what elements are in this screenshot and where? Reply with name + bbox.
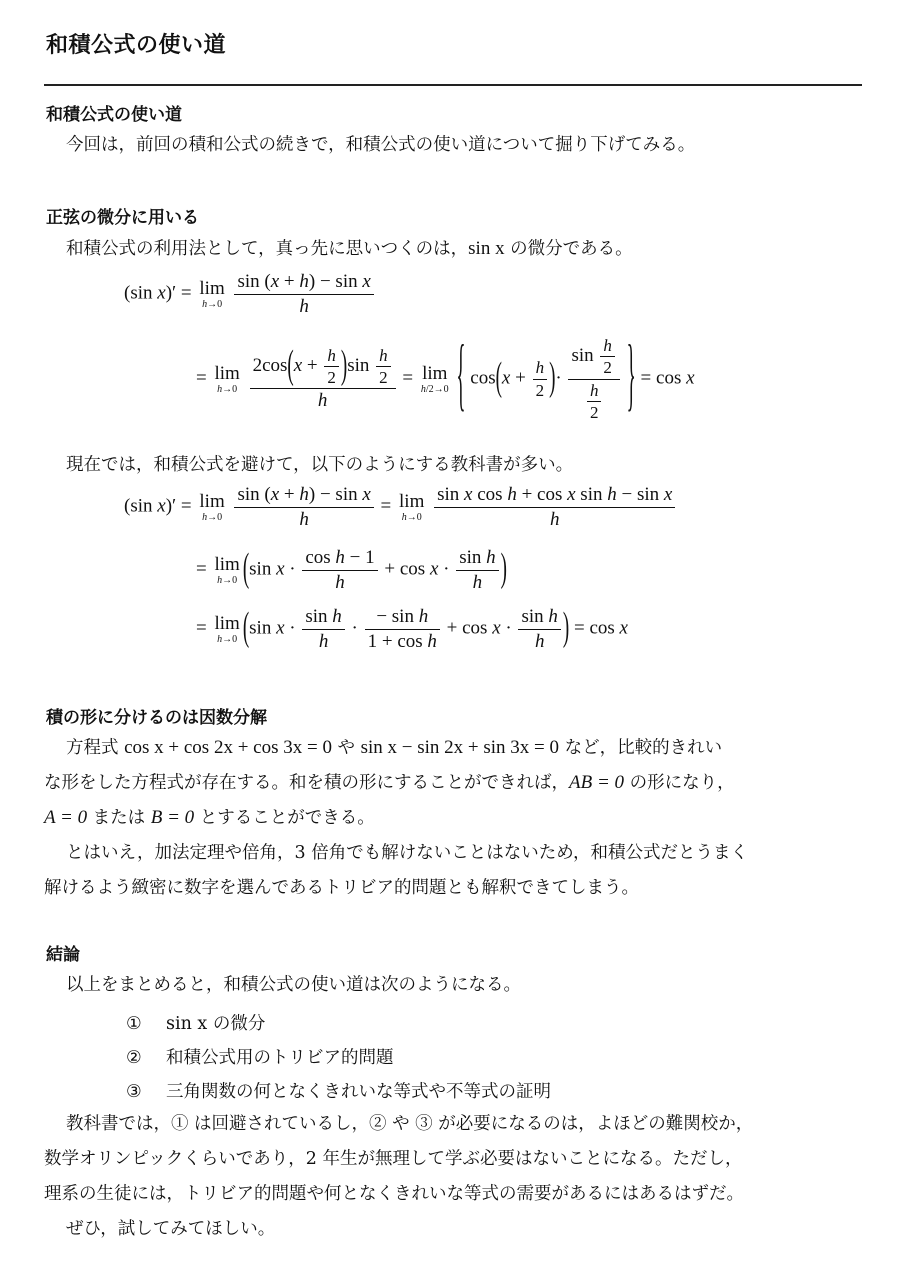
paragraph-conclusion-line-3: 理系の生徒には，トリビア的問題や何となくきれいな等式の需要があるにはあるはずだ。 (44, 1184, 744, 1204)
title-divider (44, 84, 862, 86)
limit-operator: lim h→0 (199, 490, 225, 523)
section-heading-conclusion: 結論 (46, 945, 80, 965)
text-run: 方程式 (66, 738, 125, 758)
fraction: $\frac{\text{cos h − 1}}{h}$ (302, 546, 377, 595)
paragraph-sine-2: 現在では，和積公式を避けて，以下のようにする教科書が多い。 (66, 455, 574, 475)
equation-2-line-3: = lim h→0 (sin x · $\frac{\text{sin h}}{h}$ · $\frac{\text{− sin h}}{\text{1 + cos h}}$ + cos x · $\frac{\text{sin h}}{h}$ ) = cos x (196, 606, 628, 652)
list-text: 和積公式用のトリビア的問題 (166, 1048, 394, 1068)
equation-1-line-1: (sin x)′ = lim h→0 $\frac{\text{sin (x + h) − sin x}}{h}$ (124, 270, 376, 319)
inline-math: B = 0 (150, 807, 195, 828)
paragraph-conclusion-line-2: 数学オリンピックくらいであり，2 年生が無理して学ぶ必要はないことになる。ただし， (44, 1149, 743, 1169)
paragraph-conclusion-1: 以上をまとめると，和積公式の使い道は次のようになる。 (66, 975, 521, 995)
text-run: の微分である。 (504, 239, 633, 259)
paragraph-conclusion-line-1: 教科書では，① は回避されているし，② や ③ が必要になるのは，よほどの難関校か， (66, 1114, 754, 1134)
fraction: $\frac{\text{sin (x + h) − sin x}}{h}$ (234, 483, 373, 532)
equation-1-line-2: = lim h→0 2cos(x + $\frac{h}{2}$ )sin $\frac{h}{2}$ h = lim h/2→0 { cos(x + $\frac{h}{2}$ )· sin $\frac{h}{2}$ $\frac{h}{2}$ } = cos x (196, 331, 695, 422)
text-run: など，比較的きれい (559, 738, 723, 758)
section-heading-sine: 正弦の微分に用いる (46, 208, 199, 228)
fraction: $\frac{\text{sin (x + h) − sin x}}{h}$ (234, 270, 373, 319)
list-number: ① (126, 1014, 142, 1034)
list-item (126, 1044, 394, 1069)
text-run: または (87, 808, 151, 828)
inline-math: cos x + cos 2x + cos 3x = 0 (124, 737, 332, 758)
inline-math: sin x − sin 2x + sin 3x = 0 (360, 737, 560, 758)
text-run: の形になり， (624, 773, 735, 793)
section-heading-intro: 和積公式の使い道 (46, 105, 182, 125)
text-run: とすることができる。 (194, 808, 375, 828)
section-heading-factor: 積の形に分けるのは因数分解 (46, 708, 267, 728)
paragraph-intro: 今回は，前回の積和公式の続きで，和積公式の使い道について掘り下げてみる。 (66, 135, 696, 155)
list-text: sin x の微分 (166, 1014, 266, 1034)
fraction: $\frac{\text{− sin h}}{\text{1 + cos h}}$ (365, 605, 440, 654)
list-item (126, 1010, 265, 1035)
list-item (126, 1078, 551, 1103)
limit-operator: lim h→0 (199, 277, 225, 310)
equation-2-line-1: (sin x)′ = lim h→0 $\frac{\text{sin (x + h) − sin x}}{h}$ = lim h→0 $\frac{\text{sin x cos h + cos x sin h − sin x}}{h}$ (124, 483, 677, 532)
limit-operator: lim h→0 (214, 553, 240, 586)
inline-math: A = 0 (44, 807, 88, 828)
list-number: ③ (126, 1082, 142, 1102)
limit-operator: lim h→0 (214, 612, 240, 645)
paragraph-factor-line-3 (44, 801, 862, 835)
fraction: sin $\frac{h}{2}$ $\frac{h}{2}$ (568, 335, 619, 423)
text-run: 和積公式の利用法として，真っ先に思いつくのは， (66, 239, 469, 259)
fraction: 2cos(x + $\frac{h}{2}$ )sin $\frac{h}{2}$ h (250, 345, 396, 413)
fraction: $\frac{\text{sin x cos h + cos x sin h − sin x}}{h}$ (434, 483, 675, 532)
fraction: $\frac{\text{sin h}}{h}$ (518, 605, 560, 654)
inline-math: sin x (468, 238, 505, 259)
paragraph-conclusion-line-4: ぜひ，試してみてほしい。 (66, 1219, 276, 1239)
paragraph-factor-line-5: 解けるよう緻密に数字を選んであるトリビア的問題とも解釈できてしまう。 (44, 878, 639, 898)
paragraph-factor-line-1 (44, 731, 884, 765)
equation-2-line-2: = lim h→0 (sin x · $\frac{\text{cos h − 1}}{h}$ + cos x · $\frac{\text{sin h}}{h}$ ) (196, 547, 507, 593)
paragraph-factor-line-4: とはいえ，加法定理や倍角，3 倍角でも解けないことはないため，和積公式だとうまく (66, 843, 749, 863)
paragraph-sine-1 (44, 232, 884, 266)
fraction: $\frac{\text{sin h}}{h}$ (456, 546, 498, 595)
list-text: 三角関数の何となくきれいな等式や不等式の証明 (166, 1082, 551, 1102)
text-run: な形をした方程式が存在する。和を積の形にすることができれば， (44, 773, 569, 793)
limit-operator: lim h→0 (399, 490, 425, 523)
fraction: $\frac{\text{sin h}}{h}$ (302, 605, 344, 654)
text-run: や (331, 738, 361, 758)
paragraph-factor-line-2 (44, 766, 862, 800)
list-number: ② (126, 1048, 142, 1068)
inline-math: AB = 0 (569, 772, 625, 793)
limit-operator: lim h/2→0 (420, 362, 449, 395)
page-title: 和積公式の使い道 (46, 33, 227, 58)
limit-operator: lim h→0 (214, 362, 240, 395)
